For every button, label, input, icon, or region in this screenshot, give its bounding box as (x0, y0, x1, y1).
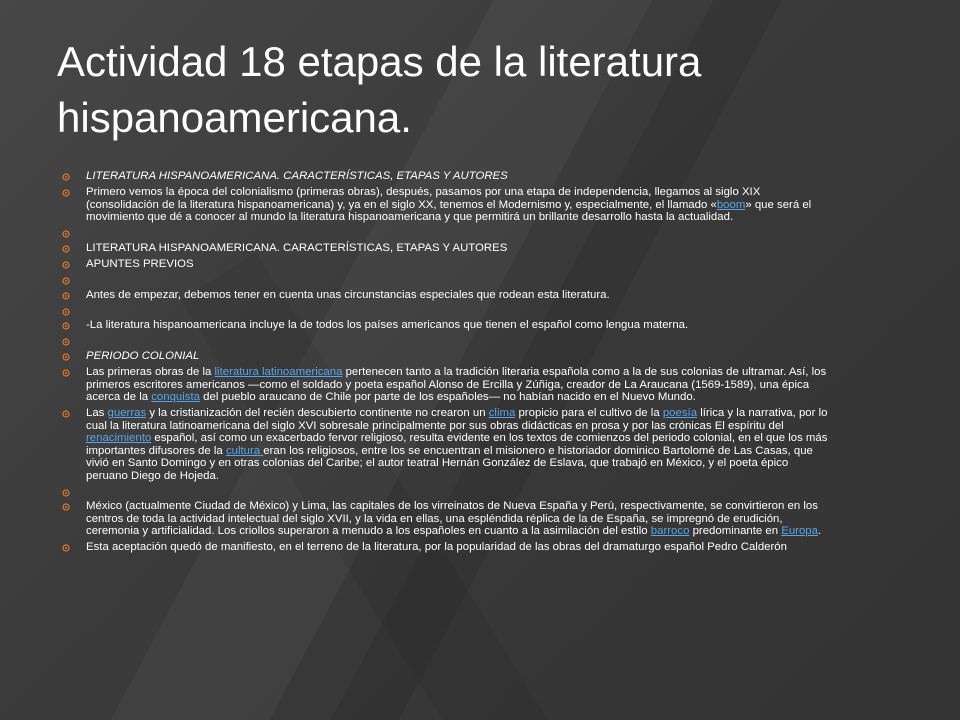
bullet-text (86, 242, 832, 255)
orange-ring-bullet-icon (62, 258, 86, 269)
bullet-text (86, 541, 832, 554)
bullet-item (62, 500, 832, 538)
hyperlink[interactable]: guerras (107, 407, 147, 420)
hyperlink[interactable]: poesía (662, 407, 698, 420)
text-segment: predominante en (689, 525, 782, 538)
bullet-text (86, 289, 832, 302)
slide-title: Actividad 18 etapas de la literatura hispanoamericana. (57, 38, 702, 141)
bullet-item (62, 170, 832, 183)
orange-ring-bullet-icon (62, 486, 86, 497)
text-segment: APUNTES PREVIOS (86, 257, 194, 270)
text-segment: México (actualmente Ciudad de México) y Lima, las capitales de los virreinatos de Nueva España y Perú, respectivamente, se convirtieron en los centros de toda la actividad intelectual del siglo XVII, y la vida en ellas, una espléndida réplica de la de España, se impregnó de erudición, ceremonia y artificialidad. Los criollos superaron a menudo a los españoles en cuanto a la asimilación del estilo (86, 500, 818, 538)
orange-ring-bullet-icon (62, 350, 86, 361)
bullet-item (62, 305, 832, 316)
text-segment: Antes de empezar, debemos tener en cuenta unas circunstancias especiales que rodean esta literatura. (86, 288, 610, 301)
bullet-item (62, 227, 832, 238)
hyperlink[interactable]: barroco (650, 525, 690, 538)
orange-ring-bullet-icon (62, 289, 86, 300)
text-segment: pertenecen tanto a la tradición literaria española como a la de sus colonias de ultramar. Así, los primeros escritores americanos —como el soldado y poeta español Alonso de Ercilla y Zúñiga, creador de La Araucana (1569-1589), una épica acerca de la (86, 366, 827, 404)
bullet-text (86, 366, 832, 404)
bullet-item (62, 335, 832, 346)
text-segment: Las primeras obras de la (86, 366, 215, 379)
text-segment: LITERATURA HISPANOAMERICANA. CARACTERÍSTICAS, ETAPAS Y AUTORES (86, 170, 508, 182)
text-segment: eran los religiosos, entre los se encuentran el misionero e historiador dominico Bartolomé de Las Casas, que vivió en Santo Domingo y en otras colonias del Caribe; el autor teatral Hernán González de Eslava, que trabajó en México, y el poeta épico peruano Diego de Hojeda. (86, 444, 813, 482)
text-segment: Las (86, 407, 108, 420)
bullet-text (86, 319, 832, 332)
hyperlink[interactable]: renacimiento (86, 432, 152, 445)
orange-ring-bullet-icon (62, 335, 86, 346)
bullet-item (62, 274, 832, 285)
bullet-item (62, 486, 832, 497)
orange-ring-bullet-icon (62, 186, 86, 197)
text-segment: español, así como un exacerbado fervor religioso, resulta evidente en los textos de comienzos del periodo colonial, en el que los más importantes difusores de la (86, 432, 828, 457)
bullet-item (62, 242, 832, 255)
bullet-text (86, 500, 832, 538)
bullet-text (86, 350, 832, 363)
bullet-text (86, 407, 832, 482)
text-segment: . (817, 525, 822, 538)
text-segment: propicio para el cultivo de la (515, 407, 663, 420)
orange-ring-bullet-icon (62, 227, 86, 238)
text-segment: del pueblo araucano de Chile por parte de los españoles— no habían nacido en el Nuevo Mundo. (199, 391, 696, 404)
text-segment: y la cristianización del recién descubierto continente no crearon un (146, 407, 489, 420)
text-segment: LITERATURA HISPANOAMERICANA. CARACTERÍSTICAS, ETAPAS Y AUTORES (86, 241, 508, 254)
orange-ring-bullet-icon (62, 170, 86, 181)
hyperlink[interactable]: boom (716, 198, 746, 211)
text-segment: » que será el movimiento que dé a conocer al mundo la literatura hispanoamericana y que permitirá un brillante desarrollo hasta la actualidad. (86, 198, 812, 224)
bullet-item (62, 319, 832, 332)
orange-ring-bullet-icon (62, 500, 86, 511)
orange-ring-bullet-icon (62, 242, 86, 253)
bullet-item (62, 350, 832, 363)
bullet-list (62, 170, 832, 558)
orange-ring-bullet-icon (62, 274, 86, 285)
bullet-item (62, 541, 832, 554)
bullet-text (86, 258, 832, 271)
orange-ring-bullet-icon (62, 366, 86, 377)
bullet-item (62, 186, 832, 224)
text-segment: -La literatura hispanoamericana incluye la de todos los países americanos que tienen el español como lengua materna. (86, 319, 689, 332)
orange-ring-bullet-icon (62, 541, 86, 552)
bullet-text (86, 186, 832, 224)
orange-ring-bullet-icon (62, 407, 86, 418)
bullet-item (62, 258, 832, 271)
bullet-item (62, 407, 832, 482)
hyperlink[interactable]: Europa (781, 525, 818, 538)
text-segment: PERIODO COLONIAL (86, 349, 200, 362)
hyperlink[interactable]: cultura (225, 444, 264, 457)
hyperlink[interactable]: clima (488, 407, 516, 420)
orange-ring-bullet-icon (62, 305, 86, 316)
bullet-item (62, 366, 832, 404)
hyperlink[interactable]: literatura latinoamericana (214, 366, 343, 379)
orange-ring-bullet-icon (62, 319, 86, 330)
hyperlink[interactable]: conquista (151, 391, 200, 404)
text-segment: Primero vemos la época del colonialismo (primeras obras), después, pasamos por una etapa de independencia, llegamos al siglo XIX (consolidación de la literatura hispanoamericana) y, ya en el siglo XX, tenemos el Modernismo y, especialmente, el llamado « (86, 186, 761, 211)
bullet-item (62, 289, 832, 302)
text-segment: lírica y la narrativa, por lo cual la literatura latinoamericana del siglo XVI sobresale principalmente por sus obras didácticas en prosa y por las crónicas El espíritu del (86, 407, 828, 432)
text-segment: Esta aceptación quedó de manifiesto, en el terreno de la literatura, por la popularidad de las obras del dramaturgo español Pedro Calderón (86, 541, 787, 554)
bullet-text (86, 170, 832, 183)
